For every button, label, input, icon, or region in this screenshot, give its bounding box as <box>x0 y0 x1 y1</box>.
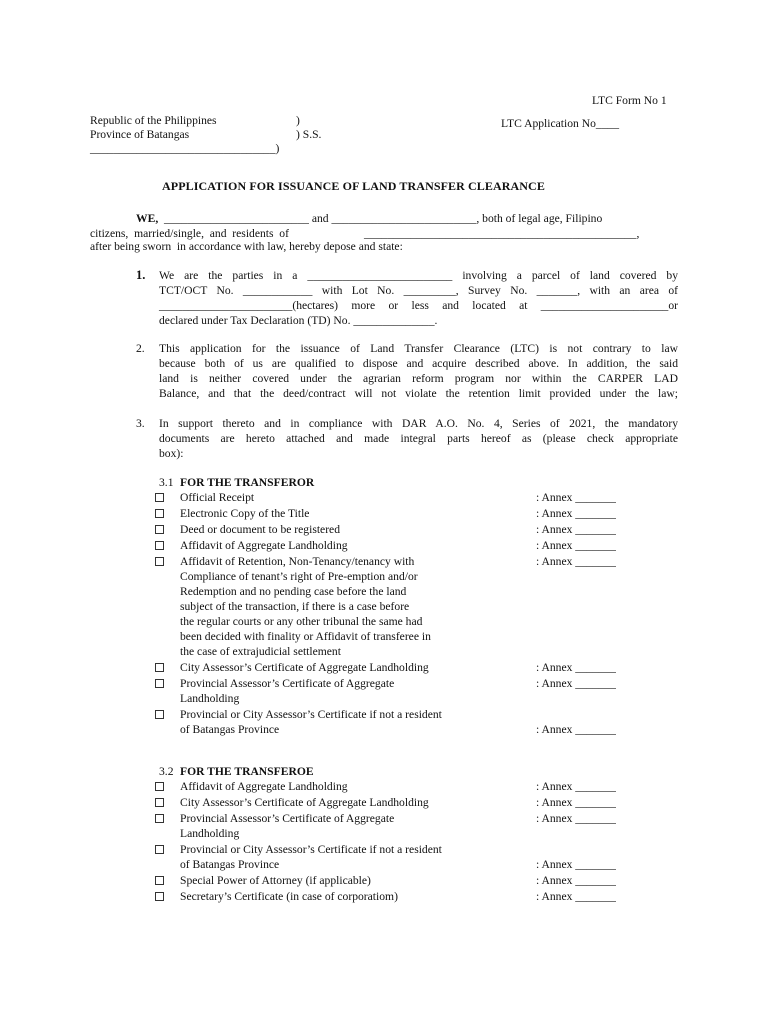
annex-field: : Annex _______ <box>536 723 616 736</box>
paragraph-2 <box>159 341 678 401</box>
checklist-item-label <box>180 538 348 553</box>
annex-field: : Annex _______ <box>536 491 616 504</box>
checklist-item-label <box>180 522 340 537</box>
intro-we: WE, <box>136 212 159 225</box>
annex-field: : Annex _______ <box>536 874 616 887</box>
checklist-item-line: City Assessor’s Certificate of Aggregate Landholding <box>180 661 429 674</box>
checklist-item-line: Special Power of Attorney (if applicable) <box>180 874 371 887</box>
form-number: LTC Form No 1 <box>592 94 667 107</box>
checkbox[interactable] <box>155 798 164 807</box>
paragraph-3-number: 3. <box>136 417 145 430</box>
checklist-item <box>155 811 655 841</box>
checklist-item-line: Official Receipt <box>180 491 255 504</box>
checkbox[interactable] <box>155 782 164 791</box>
checkbox[interactable] <box>155 525 164 534</box>
annex-field: : Annex _______ <box>536 507 616 520</box>
paragraph-2-line: because both of us are qualified to dispose and acquire described above. In addition, the said <box>159 357 678 370</box>
transferor-number: 3.1 <box>159 476 174 489</box>
paragraph-2-number: 2. <box>136 342 145 355</box>
checklist-item <box>155 779 655 794</box>
annex-field: : Annex _______ <box>536 677 616 690</box>
paragraph-3-line: documents are hereto attached and made integral parts hereof as (please check appropriate <box>159 432 678 445</box>
intro-line-3: after being sworn in accordance with law, hereby depose and state: <box>90 240 403 253</box>
checklist-item <box>155 522 655 537</box>
checklist-item-line: the case of extrajudicial settlement <box>180 645 341 658</box>
paragraph-2-line: Balance, and that the deed/contract will not violate the retention limit provided under the law; <box>159 387 678 400</box>
checklist-item-line: Provincial Assessor’s Certificate of Aggregate <box>180 677 395 690</box>
checklist-item-line: City Assessor’s Certificate of Aggregate Landholding <box>180 796 429 809</box>
paragraph-3-line: box): <box>159 447 184 460</box>
checklist-item <box>155 538 655 553</box>
ss-label: ) S.S. <box>296 128 322 141</box>
checklist-item <box>155 795 655 810</box>
checklist-item <box>155 842 655 872</box>
annex-field: : Annex _______ <box>536 661 616 674</box>
checklist-item-label <box>180 506 309 521</box>
transferee-number: 3.2 <box>159 765 174 778</box>
checkbox[interactable] <box>155 493 164 502</box>
checklist-item-line: Affidavit of Aggregate Landholding <box>180 539 348 552</box>
intro-line-2a: citizens, married/single, and residents of <box>90 227 289 240</box>
transferee-heading: FOR THE TRANSFEROE <box>180 765 314 778</box>
checklist-item-label <box>180 676 394 706</box>
annex-field: : Annex _______ <box>536 796 616 809</box>
intro-line-1: _________________________ and _________________________, both of legal age, Filipino <box>164 212 603 225</box>
checklist-item-line: the regular courts or any other tribunal the same had <box>180 615 423 628</box>
checklist-item-label <box>180 707 442 737</box>
annex-field: : Annex _______ <box>536 890 616 903</box>
application-number: LTC Application No____ <box>501 117 620 130</box>
paragraph-2-line: land is neither covered under the agrarian reform program nor within the CARPER LAD <box>159 372 678 385</box>
checklist-item-line: Affidavit of Aggregate Landholding <box>180 780 348 793</box>
checkbox[interactable] <box>155 509 164 518</box>
checklist-item <box>155 660 655 675</box>
document-title: APPLICATION FOR ISSUANCE OF LAND TRANSFER CLEARANCE <box>162 179 545 193</box>
checkbox[interactable] <box>155 892 164 901</box>
paragraph-1-line: _______________________(hectares) more or less and located at ______________________or <box>159 299 678 312</box>
checklist-item-line: of Batangas Province <box>180 858 280 871</box>
checklist-item-line: Compliance of tenant’s right of Pre-emption and/or <box>180 570 418 583</box>
intro-line-2b: _______________________________________________, <box>364 227 640 240</box>
checklist-item <box>155 676 655 706</box>
checklist-item-label <box>180 660 429 675</box>
paragraph-3-line: In support thereto and in compliance with DAR A.O. No. 4, Series of 2021, the mandatory <box>159 417 678 430</box>
paragraph-1-line: We are the parties in a _________________________ involving a parcel of land covered by <box>159 269 678 282</box>
checklist-item-line: Deed or document to be registered <box>180 523 340 536</box>
checklist-item-label <box>180 795 429 810</box>
annex-field: : Annex _______ <box>536 555 616 568</box>
checklist-item-line: Secretary’s Certificate (in case of corporatiom) <box>180 890 398 903</box>
checklist-item <box>155 490 655 505</box>
checkbox[interactable] <box>155 679 164 688</box>
paren-1: ) <box>296 114 300 127</box>
checkbox[interactable] <box>155 557 164 566</box>
annex-field: : Annex _______ <box>536 539 616 552</box>
checklist-item-line: Landholding <box>180 692 240 705</box>
checklist-item <box>155 554 655 659</box>
checklist-item-line: Provincial Assessor’s Certificate of Aggregate <box>180 812 395 825</box>
checklist-item-line: Provincial or City Assessor’s Certificate if not a resident <box>180 708 442 721</box>
checklist-item-line: subject of the transaction, if there is a case before <box>180 600 410 613</box>
checkbox[interactable] <box>155 663 164 672</box>
checklist-item-label <box>180 779 348 794</box>
annex-field: : Annex _______ <box>536 523 616 536</box>
paragraph-1-line: TCT/OCT No. ____________ with Lot No. _________, Survey No. _______, with an area of <box>159 284 678 297</box>
transferor-heading: FOR THE TRANSFEROR <box>180 476 315 489</box>
checklist-item <box>155 506 655 521</box>
checklist-item-label <box>180 873 371 888</box>
checklist-item-label <box>180 811 394 841</box>
annex-field: : Annex _______ <box>536 812 616 825</box>
checkbox[interactable] <box>155 845 164 854</box>
checklist-item <box>155 873 655 888</box>
checklist-item-line: Landholding <box>180 827 240 840</box>
checklist-item-label <box>180 889 398 904</box>
checklist-item-line: Redemption and no pending case before the land <box>180 585 407 598</box>
checklist-item <box>155 889 655 904</box>
checklist-item-line: Provincial or City Assessor’s Certificate if not a resident <box>180 843 442 856</box>
checklist-item-line: been decided with finality or Affidavit of transferee in <box>180 630 431 643</box>
paragraph-1-number: 1. <box>136 268 146 282</box>
checklist-item-line: Affidavit of Retention, Non-Tenancy/tenancy with <box>180 555 415 568</box>
checklist-item-label <box>180 842 442 872</box>
checkbox[interactable] <box>155 541 164 550</box>
checklist-item-line: of Batangas Province <box>180 723 280 736</box>
checklist-item-label <box>180 490 254 505</box>
header-blank-line: ________________________________) <box>90 142 280 155</box>
checkbox[interactable] <box>155 710 164 719</box>
annex-field: : Annex _______ <box>536 858 616 871</box>
checkbox[interactable] <box>155 814 164 823</box>
annex-field: : Annex _______ <box>536 780 616 793</box>
paragraph-1-line: declared under Tax Declaration (TD) No. ______________. <box>159 314 438 327</box>
republic-label: Republic of the Philippines <box>90 114 217 127</box>
checklist-item-line: Electronic Copy of the Title <box>180 507 310 520</box>
checkbox[interactable] <box>155 876 164 885</box>
paragraph-1 <box>159 268 678 328</box>
checklist-item <box>155 707 655 737</box>
paragraph-2-line: This application for the issuance of Land Transfer Clearance (LTC) is not contrary to law <box>159 342 678 355</box>
paragraph-3 <box>159 416 678 461</box>
province-label: Province of Batangas <box>90 128 190 141</box>
checklist-item-label <box>180 554 431 659</box>
